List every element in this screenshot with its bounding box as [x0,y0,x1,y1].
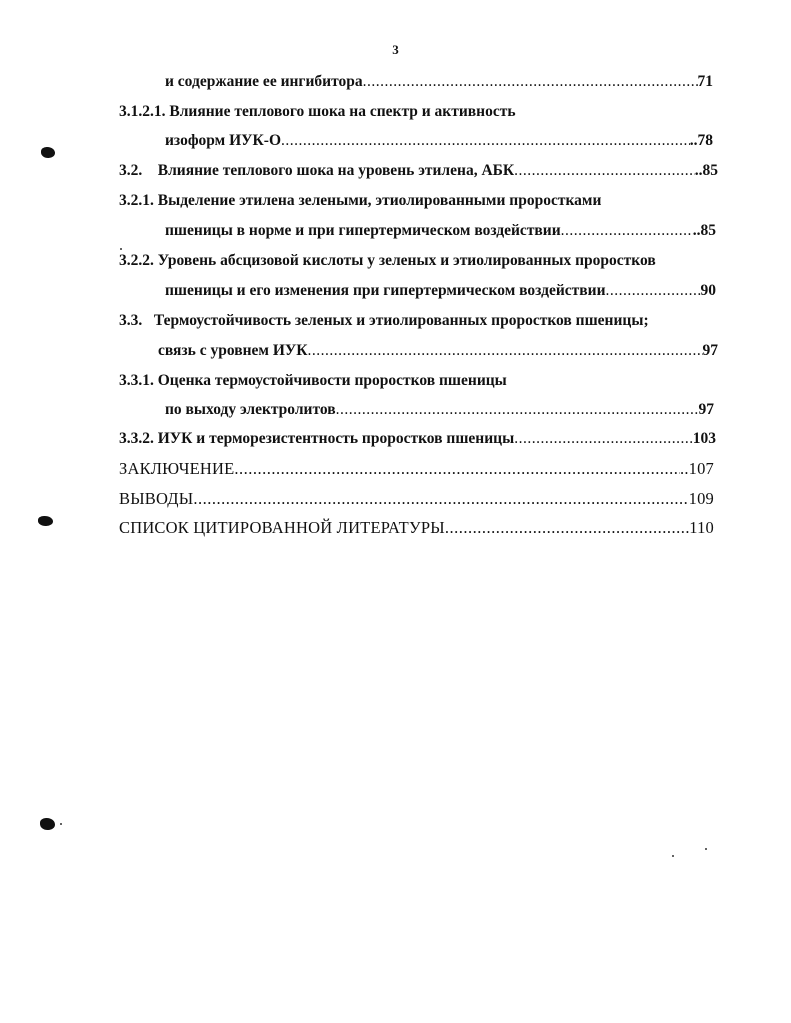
toc-entry-3-3-heading [119,311,649,331]
toc-entry-ingibitor [165,72,713,92]
punch-hole-mark [41,147,55,158]
leader-dots [336,400,699,420]
toc-entry-references [119,518,714,538]
toc-entry-page: ..85 [694,162,718,179]
scan-speck [120,248,122,250]
toc-entry-text: 3.2.1. Выделение этилена зелеными, этиолированными проростками [119,192,602,209]
leader-dots [281,131,690,151]
toc-entry-3-3 [158,341,718,361]
toc-entry-page: 97 [698,401,714,418]
toc-entry-conclusion [119,459,714,479]
toc-entry-text: 3.3. Термоустойчивость зеленых и этиолированных проростков пшеницы; [119,312,649,329]
toc-entry-3-2-2-heading [119,251,656,271]
toc-entry-text: ВЫВОДЫ [119,489,194,508]
leader-dots [445,518,689,538]
toc-entry-3-2-1 [165,221,716,241]
toc-entry-text: изоформ ИУК-О [165,132,282,149]
toc-entry-text: ЗАКЛЮЧЕНИЕ [119,459,235,478]
toc-entry-findings [119,489,714,509]
punch-hole-mark [40,818,55,830]
toc-entry-3-1-2-1-heading [119,102,516,122]
toc-entry-page: 71 [697,73,713,90]
leader-dots [234,459,680,479]
leader-dots [514,161,695,181]
page-number: 3 [392,42,399,57]
toc-entry-page: ..85 [692,222,716,239]
scan-speck [672,855,674,857]
toc-entry-text: 3.2. Влияние теплового шока на уровень этилена, АБК [119,162,515,179]
toc-entry-3-2 [119,161,718,181]
toc-entry-3-2-1-heading [119,191,601,211]
toc-entry-text: 3.1.2.1. Влияние теплового шока на спектр и активность [119,103,516,120]
toc-entry-page: 110 [689,518,714,537]
leader-dots [193,489,688,509]
toc-entry-page: 90 [700,282,716,299]
toc-entry-3-1-2-1 [165,131,713,151]
toc-entry-text: пшеницы и его изменения при гипертермическом воздействии [165,282,606,299]
leader-dots [606,281,701,301]
leader-dots [363,72,698,92]
toc-entry-page: 103 [692,430,716,447]
toc-entry-page: ..107 [680,459,714,478]
toc-entry-text: СПИСОК ЦИТИРОВАННОЙ ЛИТЕРАТУРЫ [119,518,445,537]
toc-entry-text: по выходу электролитов [165,401,336,418]
toc-entry-3-3-2 [119,429,716,449]
toc-entry-text: 3.3.1. Оценка термоустойчивости проростков пшеницы [119,372,507,389]
toc-entry-page: 109 [688,489,714,508]
punch-hole-mark [38,516,53,526]
toc-entry-page: ..78 [689,132,713,149]
toc-entry-3-3-1-heading [119,371,507,391]
toc-entry-text: пшеницы в норме и при гипертермическом воздействии [165,222,561,239]
scan-speck [705,848,707,850]
toc-entry-text: и содержание ее ингибитора [165,73,363,90]
scan-speck [60,823,62,825]
leader-dots [514,429,693,449]
toc-entry-3-3-1 [165,400,714,420]
toc-entry-page: 97 [702,342,718,359]
toc-entry-text: связь с уровнем ИУК [158,342,308,359]
leader-dots [308,341,703,361]
leader-dots [561,221,693,241]
toc-entry-3-2-2 [165,281,716,301]
toc-entry-text: 3.2.2. Уровень абсцизовой кислоты у зеленых и этиолированных проростков [119,252,656,269]
toc-entry-text: 3.3.2. ИУК и терморезистентность проростков пшеницы [119,430,515,447]
